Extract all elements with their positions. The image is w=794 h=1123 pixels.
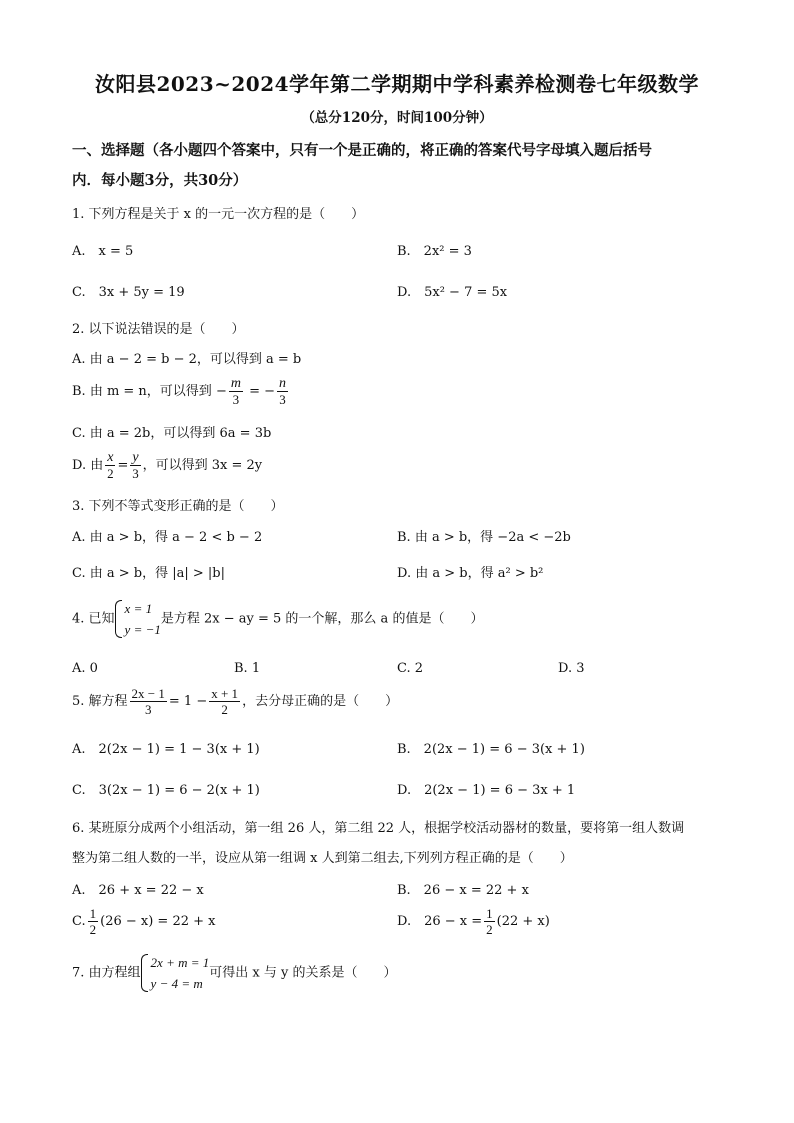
question-6-option-c (72, 906, 216, 937)
question-4-stem (72, 598, 483, 640)
q5-middle: = 1 − (168, 694, 208, 709)
question-3-stem: 3. 下列不等式变形正确的是（ ） (72, 499, 284, 514)
fraction-denominator: 2 (107, 466, 114, 481)
question-6-option-a: A. 26 + x = 22 − x (72, 883, 204, 898)
question-1-option-a: A. x = 5 (72, 244, 134, 259)
q6c-fraction (88, 906, 99, 937)
q6d-suffix: (22 + x) (496, 914, 550, 929)
question-2-option-a: A. 由 a − 2 = b − 2，可以得到 a = b (72, 352, 302, 367)
fraction-denominator: 2 (89, 922, 97, 937)
question-6-option-d (397, 906, 550, 937)
q5-fraction-right (209, 686, 240, 717)
question-3-option-a: A. 由 a > b，得 a − 2 < b − 2 (72, 530, 263, 545)
question-4-option-a: A. 0 (72, 661, 98, 676)
q2b-equals: = − (244, 384, 276, 399)
question-2-option-b (72, 376, 290, 407)
question-6-option-b: B. 26 − x = 22 + x (397, 883, 529, 898)
fraction-numerator: 1 (89, 906, 97, 921)
q2b-prefix: B. 由 m = n，可以得到 − (72, 384, 227, 399)
q7-equation-system (141, 952, 210, 994)
section-heading-line2: 内．每小题3分，共30分） (72, 172, 248, 189)
fraction-numerator: 2x − 1 (131, 686, 165, 701)
q2d-equals: = (117, 458, 129, 473)
q2b-fraction-right (277, 376, 288, 407)
q5-suffix: ，去分母正确的是（ ） (242, 694, 399, 709)
system-row-2: y = −1 (124, 622, 161, 637)
q4-suffix: 是方程 2x − ay = 5 的一个解，那么 a 的值是（ ） (160, 611, 484, 627)
question-3-option-b: B. 由 a > b，得 −2a < −2b (397, 530, 571, 545)
fraction-denominator: 3 (232, 392, 240, 407)
q6d-prefix: D. 26 − x = (397, 914, 483, 929)
fraction-denominator: 3 (144, 702, 152, 717)
question-1-stem: 1. 下列方程是关于 x 的一元一次方程的是（ ） (72, 207, 365, 222)
question-1-option-b: B. 2x² = 3 (397, 244, 472, 259)
page-title: 汝阳县2023~2024学年第二学期期中学科素养检测卷七年级数学 (94, 72, 700, 96)
fraction-denominator: 2 (486, 922, 493, 937)
q6c-suffix: (26 − x) = 22 + x (100, 914, 216, 929)
section-heading-line1: 一、选择题（各小题四个答案中，只有一个是正确的，将正确的答案代号字母填入题后括号 (72, 142, 652, 159)
q2d-suffix: ，可以得到 3x = 2y (142, 458, 263, 473)
fraction-numerator: 1 (486, 906, 493, 921)
question-5-option-a: A. 2(2x − 1) = 1 − 3(x + 1) (72, 742, 260, 757)
question-7-stem (72, 952, 396, 994)
q5-fraction-left (130, 686, 167, 717)
q5-prefix: 5. 解方程 (72, 694, 128, 709)
question-2-option-d (72, 450, 262, 481)
page-subtitle: （总分120分，时间100分钟） (301, 110, 493, 126)
question-4-option-b: B. 1 (234, 661, 261, 676)
q2d-fraction-right (130, 450, 140, 481)
fraction-denominator: 2 (221, 702, 228, 717)
question-4-option-d: D. 3 (558, 661, 585, 676)
q2d-fraction-left (105, 450, 115, 481)
system-row-1: 2x + m = 1 (150, 955, 210, 970)
question-4-option-c: C. 2 (397, 661, 424, 676)
fraction-numerator: y (132, 450, 139, 465)
system-row-1: x = 1 (124, 601, 153, 616)
question-3-option-d: D. 由 a > b，得 a² > b² (397, 566, 544, 581)
fraction-numerator: n (279, 376, 287, 391)
fraction-numerator: m (230, 376, 241, 391)
question-2-stem: 2. 以下说法错误的是（ ） (72, 322, 245, 337)
q6d-fraction (484, 906, 495, 937)
system-row-2: y − 4 = m (150, 976, 203, 991)
question-5-option-c: C. 3(2x − 1) = 6 − 2(x + 1) (72, 783, 260, 798)
question-5-option-b: B. 2(2x − 1) = 6 − 3(x + 1) (397, 742, 585, 757)
question-1-option-d: D. 5x² − 7 = 5x (397, 285, 508, 300)
question-6-stem-line1: 6. 某班原分成两个小组活动，第一组 26 人，第二组 22 人，根据学校活动器材的数量，要将第一组人数调 (72, 821, 685, 836)
q6c-prefix: C. (72, 914, 86, 929)
fraction-denominator: 3 (279, 392, 286, 407)
question-1-option-c: C. 3x + 5y = 19 (72, 285, 185, 300)
question-6-stem-line2: 整为第二组人数的一半，设应从第一组调 x 人到第二组去,下列列方程正确的是（ ） (72, 851, 573, 866)
q4-prefix: 4. 已知 (72, 611, 115, 627)
q2d-prefix: D. 由 (72, 458, 104, 473)
q4-equation-system (115, 598, 161, 640)
fraction-numerator: x + 1 (211, 686, 239, 701)
q2b-fraction-left (229, 376, 243, 407)
question-3-option-c: C. 由 a > b，得 |a| > |b| (72, 566, 225, 581)
fraction-numerator: x (107, 450, 114, 465)
q7-suffix: 可得出 x 与 y 的关系是（ ） (209, 965, 397, 981)
question-5-option-d: D. 2(2x − 1) = 6 − 3x + 1 (397, 783, 576, 798)
q7-prefix: 7. 由方程组 (72, 965, 141, 981)
fraction-denominator: 3 (132, 466, 139, 481)
question-2-option-c: C. 由 a = 2b，可以得到 6a = 3b (72, 426, 272, 441)
question-5-stem (72, 686, 398, 717)
